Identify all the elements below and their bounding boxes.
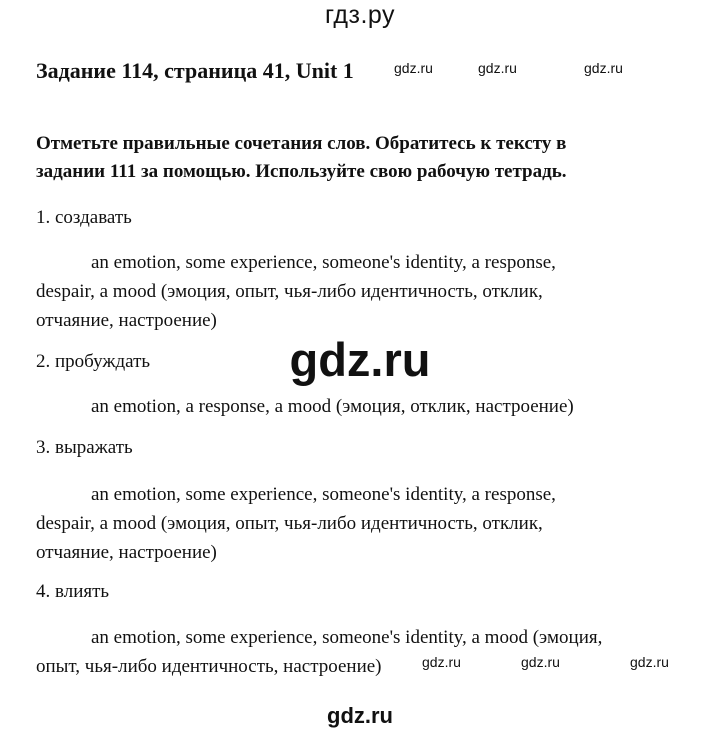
item-answer	[36, 392, 696, 421]
answer-line: опыт, чья-либо идентичность, настроение)	[36, 656, 382, 677]
item-label: 4. влиять	[36, 581, 110, 602]
answer-line: despair, a mood (эмоция, опыт, чья-либо идентичность, отклик,	[36, 281, 543, 302]
watermark: gdz.ru	[584, 60, 623, 76]
watermark-large: gdz.ru	[289, 333, 431, 386]
watermark: gdz.ru	[422, 654, 461, 670]
item-label: 1. создавать	[36, 207, 132, 228]
watermark: gdz.ru	[630, 654, 669, 670]
page-title: Задание 114, страница 41, Unit 1	[36, 58, 354, 83]
item-answer	[36, 623, 696, 681]
watermark: gdz.ru	[478, 60, 517, 76]
answer-line: отчаяние, настроение)	[36, 542, 217, 563]
instruction-line: Отметьте правильные сочетания слов. Обратитесь к тексту в	[36, 133, 567, 154]
answer-line: despair, a mood (эмоция, опыт, чья-либо идентичность, отклик,	[36, 513, 543, 534]
item-answer	[36, 480, 696, 567]
answer-line: an emotion, some experience, someone's identity, a mood (эмоция,	[91, 627, 603, 648]
answer-line: an emotion, some experience, someone's identity, a response,	[91, 484, 556, 505]
site-header: гдз.ру	[324, 1, 396, 29]
item-answer	[36, 248, 696, 335]
item-label: 2. пробуждать	[36, 351, 151, 372]
answer-line: an emotion, a response, a mood (эмоция, отклик, настроение)	[91, 396, 574, 417]
watermark: gdz.ru	[394, 60, 433, 76]
task-instruction	[36, 130, 686, 186]
watermark: gdz.ru	[521, 654, 560, 670]
answer-line: отчаяние, настроение)	[36, 310, 217, 331]
answer-line: an emotion, some experience, someone's identity, a response,	[91, 252, 556, 273]
item-label: 3. выражать	[36, 437, 133, 458]
site-footer: gdz.ru	[327, 703, 393, 728]
instruction-line: задании 111 за помощью. Используйте свою рабочую тетрадь.	[36, 161, 567, 182]
